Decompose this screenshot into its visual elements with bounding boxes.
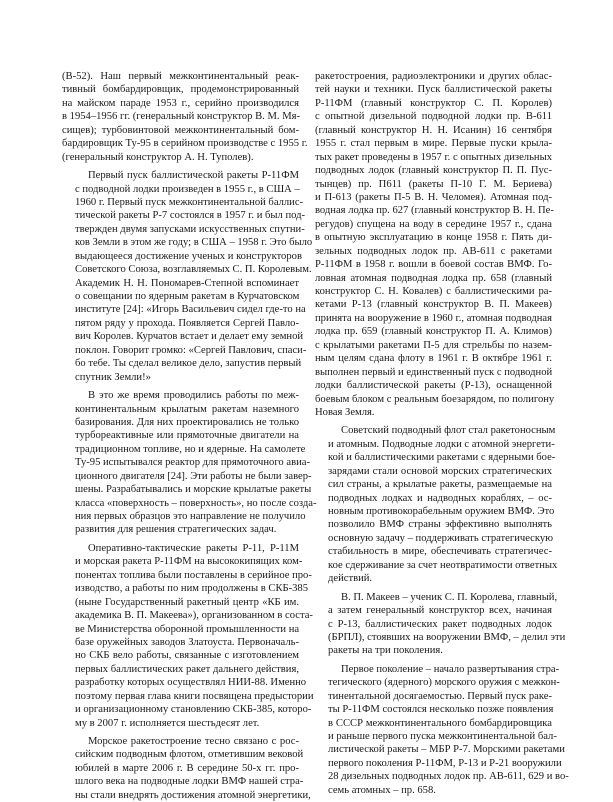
text-line: академика В. П. Макеева»), организованном в соста- xyxy=(75,610,313,622)
text-line: пятом ряду у прохода. Появляется Сергей Павло- xyxy=(75,317,299,329)
text-line: Академик Н. Н. Пономарев-Степной вспоминает xyxy=(75,277,299,289)
text-line: шлого века на подводные лодки ВМФ нашей стра- xyxy=(75,776,304,788)
text-line: Новая Земля. xyxy=(315,406,375,418)
text-line: позволило ВМФ страны эффективно выполнять xyxy=(328,519,552,531)
text-line: и раньше первого пуска межконтинентальной бал- xyxy=(328,731,557,742)
text-line: с Р-13, баллистических ракет подводных лодок xyxy=(328,618,552,630)
text-line: первых баллистических ракет дальнего действия, xyxy=(75,663,299,675)
text-line: в опытную эксплуатацию в конце 1958 г. Пять ди- xyxy=(315,232,552,244)
text-line: ты Р-11ФМ состоялся несколько позже появления xyxy=(328,704,554,716)
text-line: подводных лодок (главный конструктор П. П. Пус- xyxy=(315,165,552,177)
text-line: Первый пуск баллистической ракеты Р-11ФМ xyxy=(88,170,299,182)
text-line: Первое поколение – начало развертывания стра- xyxy=(341,663,560,675)
text-line: 28 дизельных подводных лодок пр. АВ-611, 629 и во- xyxy=(328,771,569,783)
text-line: листической ракеты – МБР Р-7. Морскими ракетами xyxy=(328,744,565,756)
text-line: но СКБ вело работы, связанные с изготовлением xyxy=(75,650,299,662)
text-line: тых ракет проведены в 1957 г. с опытных дизельных xyxy=(315,151,552,163)
text-line: му в 2007 г. исполняется шестьдесят лет. xyxy=(75,717,260,729)
text-line: базе оружейных заводов Златоуста. Первоначаль- xyxy=(75,636,299,648)
text-line: юбилей в марте 2006 г. В середине 50-х гг. про- xyxy=(75,762,299,774)
text-line: о совещании по ядерным ракетам в Курчатовском xyxy=(75,291,300,302)
text-line: Ту-95 испытывался реактор для прямоточного авиа- xyxy=(75,457,310,469)
paragraph xyxy=(315,424,558,585)
text-line: тегического (ядерного) морского оружия с межкон- xyxy=(328,677,560,689)
text-line: развития для решения стратегических задач. xyxy=(75,524,277,536)
text-line: ны стали внедрять достижения атомной энергетики, xyxy=(75,789,311,801)
text-line: боевым блоком с реальным боезарядом, по полигону xyxy=(315,393,555,405)
text-line: и организационному становлению СКБ-385, которо- xyxy=(75,704,312,716)
text-line: поклон. Говорит громко: «Сергей Павлович, спаси- xyxy=(75,344,307,356)
text-line: принята на вооружение в 1960 г., атомная подводная xyxy=(315,312,552,324)
text-line: класса «поверхность – поверхность», но после созда- xyxy=(75,497,317,509)
text-line: лодка пр. 659 (главный конструктор П. А. Климов) xyxy=(315,326,552,338)
text-line: а затем генеральный конструктор всех, начиная xyxy=(328,605,552,617)
text-line: новным противокорабельным оружием ВМФ. Это xyxy=(328,506,555,517)
text-line: ракеты на три поколения. xyxy=(328,645,443,657)
text-line: В это же время проводились работы по меж- xyxy=(88,390,299,402)
paragraph xyxy=(315,591,566,658)
text-line: 1955 г. стал первым в мире. Первые пуски крыла- xyxy=(315,138,552,150)
text-line: и морская ракета Р-11ФМ на высококипящих ком- xyxy=(75,556,303,568)
text-line: конструктор С. Н. Ковалев) с баллистическими ра- xyxy=(315,286,552,297)
text-line: Р-11ФМ (главный конструктор С. П. Королев) xyxy=(315,97,552,109)
text-line: сищев); турбовинтовой межконтинентальный бом- xyxy=(62,124,299,136)
paragraph xyxy=(62,389,317,537)
text-line: спутник Земли!» xyxy=(75,371,151,383)
text-line: в 1954–1956 гг. (генеральный конструктор В. М. Мя- xyxy=(62,111,301,123)
text-line: и П-613 (ракеты П-5 В. Н. Челомея). Атомная под- xyxy=(315,191,552,203)
text-line: Советский подводный флот стал ракетоносным xyxy=(341,425,556,437)
text-line: на майском параде 1953 г., серийно производился xyxy=(62,97,299,109)
text-line: понентах топлива были поставлены в серийное про- xyxy=(75,569,312,581)
text-line: континентальным крылатым ракетам наземного xyxy=(75,403,299,415)
text-line: с опытной дизельной подводной лодки пр. В-611 xyxy=(315,111,552,123)
text-line: в СССР межконтинентального бомбардировщика xyxy=(328,717,552,729)
text-line: В. П. Макеев – ученик С. П. Королева, главный, xyxy=(341,591,558,603)
text-line: разработку которых осуществлял НИИ-88. Именно xyxy=(75,677,307,689)
text-line: тынцев) пр. П611 (ракеты П-10 Г. М. Бериева) xyxy=(315,178,552,190)
text-line: (ныне Государственный ракетный центр «КБ им. xyxy=(75,596,299,608)
text-line: 1960 г. Первый пуск межконтинентальной баллис- xyxy=(75,196,304,208)
text-line: основную задачу – поддерживать стратегическую xyxy=(328,532,554,544)
text-line: ния первых образцов это направление не получило xyxy=(75,511,306,522)
text-line: бардировщик Ту-95 в серийном производстве с 1955 г. xyxy=(62,138,308,150)
text-line: бо тебе. Ты сделал великое дело, запустив первый xyxy=(75,358,302,370)
text-line: Советского Союза, возглавляемых С. П. Королевым. xyxy=(75,264,312,276)
paragraph xyxy=(315,70,555,419)
text-line: тивный бомбардировщик, продемонстрированный xyxy=(62,84,299,96)
text-line: зельных подводных лодок пр. АВ-611 с ракетами xyxy=(315,245,552,257)
text-line: с подводной лодки произведен в 1955 г., в США – xyxy=(75,183,300,195)
text-line: (главный конструктор Н. Н. Исанин) 16 сентября xyxy=(315,124,552,136)
text-line: ве Министерства оборонной промышленности на xyxy=(75,623,300,635)
text-line: сил страны, а крылатые ракеты, размещаемые на xyxy=(328,479,552,491)
text-line: базирования. Для них проектировались не только xyxy=(75,416,299,428)
text-line: выдающееся достижение ученых и конструкторов xyxy=(75,250,302,262)
text-line: водная лодка пр. 627 (главный конструктор В. Н. Пе- xyxy=(315,205,554,217)
text-line: Оперативно-тактические ракеты Р-11, Р-11М xyxy=(88,542,299,554)
text-line: ловная атомная подводная лодка пр. 658 (главный xyxy=(315,272,552,284)
text-line: действий. xyxy=(328,573,373,585)
text-line: (В-52). Наш первый межконтинентальный реак- xyxy=(62,71,299,82)
text-line: кое сдерживание за счет неотвратимости ответных xyxy=(328,559,558,571)
text-line: с крылатыми ракетами П-5 для стрельбы по назем- xyxy=(315,339,552,351)
text-line: лодки баллистической ракеты (Р-13), оснащенной xyxy=(315,380,552,392)
text-line: Р-11ФМ в 1958 г. вошли в боевой состав ВМФ. Го- xyxy=(315,259,552,271)
text-line: тинентальной досягаемостью. Первый пуск раке- xyxy=(328,690,552,702)
text-line: ракетостроения, радиоэлектроники и других облас- xyxy=(315,71,552,82)
text-line: сийским подводным флотом, отметившим вековой xyxy=(75,749,304,761)
text-line: ным целям сдана флоту в 1961 г. В октябре 1961 г. xyxy=(315,353,552,365)
text-line: подводных лодках и надводных кораблях, – ос- xyxy=(328,492,552,504)
text-line: ков Земли в этом же году; в США – 1958 г. Это было xyxy=(75,237,313,249)
text-line: кой и баллистическими ракетами с ядерными бое- xyxy=(328,452,556,464)
paragraph xyxy=(62,70,308,164)
paragraph xyxy=(62,542,314,730)
text-line: институте [24]: «Игорь Васильевич сидел где-то на xyxy=(75,304,306,316)
text-line: выполнен первый и единственный пуск с подводной xyxy=(315,366,553,378)
text-line: вич Королев. Курчатов встает и делает ему земной xyxy=(75,331,304,343)
text-line: турбореактивные или прямоточные двигатели на xyxy=(75,430,299,442)
text-line: кетами Р-13 (главный конструктор В. П. Макеев) xyxy=(315,299,552,311)
text-line: Морское ракетостроение тесно связано с рос- xyxy=(88,736,299,747)
text-line: регудов) спущена на воду в середине 1957 г., сдана xyxy=(315,218,552,230)
text-line: поэтому первая глава книги посвящена предыстории xyxy=(75,690,314,702)
text-line: шены. Разрабатывались и морские крылатые ракеты xyxy=(75,484,312,496)
text-line: (генеральный конструктор А. Н. Туполев). xyxy=(62,151,254,163)
text-column-right xyxy=(315,70,569,797)
text-line: семь атомных – пр. 658. xyxy=(328,784,436,796)
text-line: (БРПЛ), стоявших на вооружении ВМФ, – делил эти xyxy=(328,631,566,643)
text-column-left xyxy=(62,70,317,802)
text-line: стабильность в мире, обеспечивать стратегичес- xyxy=(328,546,552,558)
text-line: зарядами стали основой морских стратегических xyxy=(328,465,552,477)
text-line: традиционном топливе, но и ядерные. На самолете xyxy=(75,443,306,455)
paragraph xyxy=(315,663,569,797)
text-line: первого поколения Р-11ФМ, Р-13 и Р-21 вооружили xyxy=(328,757,562,769)
text-line: ционного двигателя [24]. Эти работы не были завер- xyxy=(75,470,312,482)
text-line: изводство, а работы по ним продолжены в СКБ-385 xyxy=(75,583,309,595)
paragraph xyxy=(62,169,313,384)
text-line: и атомным. Подводные лодки с атомной энергети- xyxy=(328,438,555,450)
paragraph xyxy=(62,735,311,802)
text-line: тей науки и техники. Пуск баллистической ракеты xyxy=(315,84,552,96)
text-line: тической ракеты Р-7 состоялся в 1957 г. и был под- xyxy=(75,210,306,222)
text-line: твержден двумя запусками искусственных спутни- xyxy=(75,223,305,235)
